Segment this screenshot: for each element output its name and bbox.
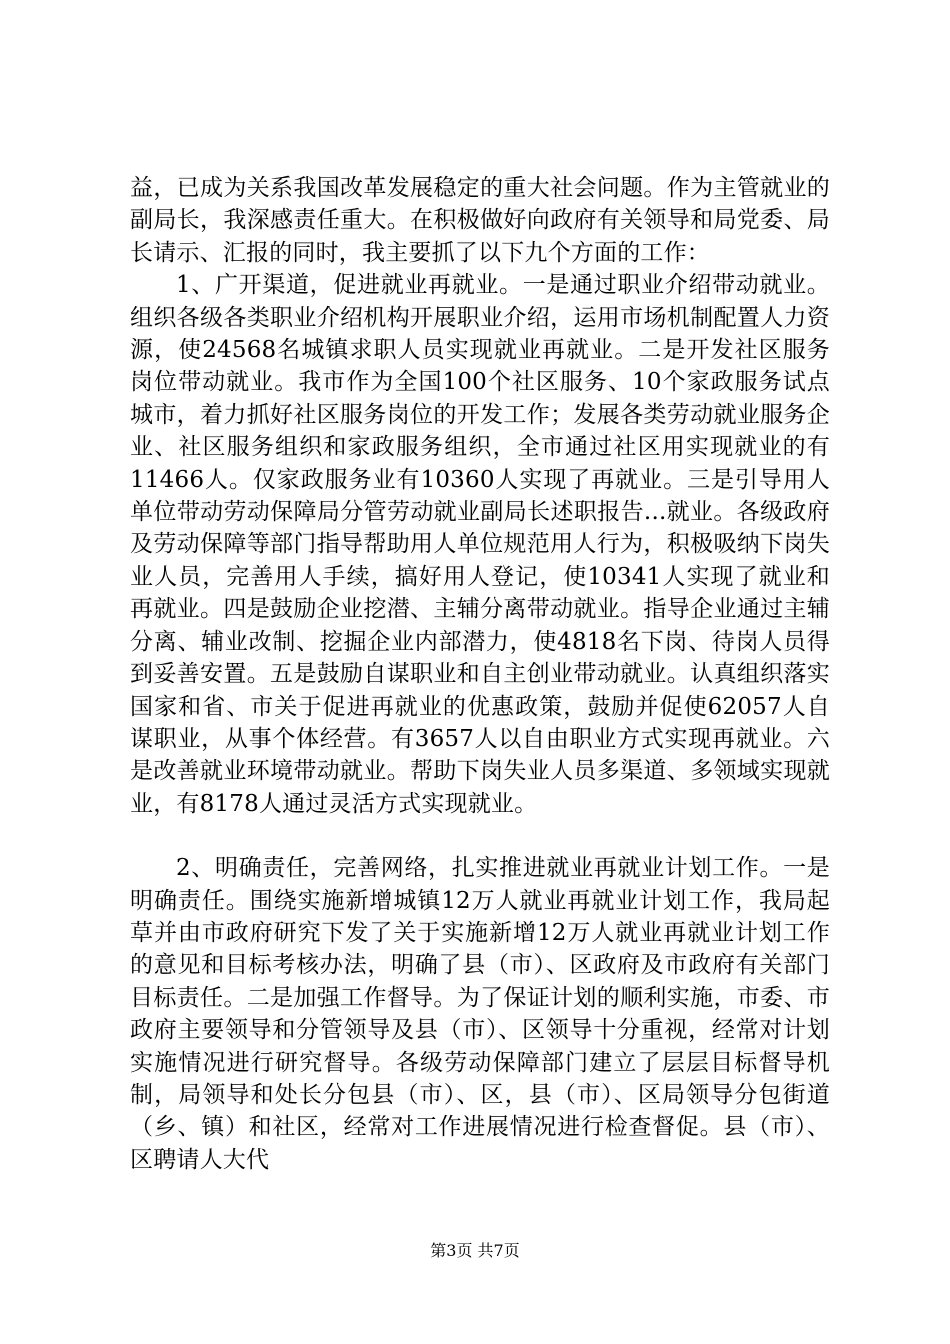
page-number-footer: 第3页 共7页 xyxy=(430,1241,520,1260)
paragraph-continuation: 益，已成为关系我国改革发展稳定的重大社会问题。作为主管就业的副局长，我深感责任重大。在积极做好向政府有关领导和局党委、局长请示、汇报的同时，我主要抓了以下九个方面的工作： xyxy=(130,175,830,266)
body-text xyxy=(130,172,830,1176)
paragraph-gap xyxy=(130,820,830,852)
paragraph-item-1: 1、广开渠道，促进就业再就业。一是通过职业介绍带动就业。组织各级各类职业介绍机构开展职业介绍，运用市场机制配置人力资源，使24568名城镇求职人员实现就业再就业。二是开发社区服务岗位带动就业。我市作为全国100个社区服务、10个家政服务试点城市，着力抓好社区服务岗位的开发工作；发展各类劳动就业服务企业、社区服务组织和家政服务组织，全市通过社区用实现就业的有11466人。仅家政服务业有10360人实现了再就业。三是引导用人单位带动劳动保障局分管劳动就业副局长述职报告...就业。各级政府及劳动保障等部门指导帮助用人单位规范用人行为，积极吸纳下岗失业人员，完善用人手续，搞好用人登记，使10341人实现了就业和再就业。四是鼓励企业挖潜、主辅分离带动就业。指导企业通过主辅分离、辅业改制、挖掘企业内部潜力，使4818名下岗、待岗人员得到妥善安置。五是鼓励自谋职业和自主创业带动就业。认真组织落实国家和省、市关于促进再就业的优惠政策，鼓励并促使62057人自谋职业，从事个体经营。有3657人以自由职业方式实现再就业。六是改善就业环境带动就业。帮助下岗失业人员多渠道、多领域实现就业，有8178人通过灵活方式实现就业。 xyxy=(130,272,830,817)
paragraph-item-2: 2、明确责任，完善网络，扎实推进就业再就业计划工作。一是明确责任。围绕实施新增城镇12万人就业再就业计划工作，我局起草并由市政府研究下发了关于实施新增12万人就业再就业计划工作的意见和目标考核办法，明确了县（市）、区政府及市政府有关部门目标责任。二是加强工作督导。为了保证计划的顺利实施，市委、市政府主要领导和分管领导及县（市）、区领导十分重视，经常对计划实施情况进行研究督导。各级劳动保障部门建立了层层目标督导机制，局领导和处长分包县（市）、区，县（市）、区局领导分包街道（乡、镇）和社区，经常对工作进展情况进行检查督促。县（市）、区聘请人大代 xyxy=(130,855,830,1173)
